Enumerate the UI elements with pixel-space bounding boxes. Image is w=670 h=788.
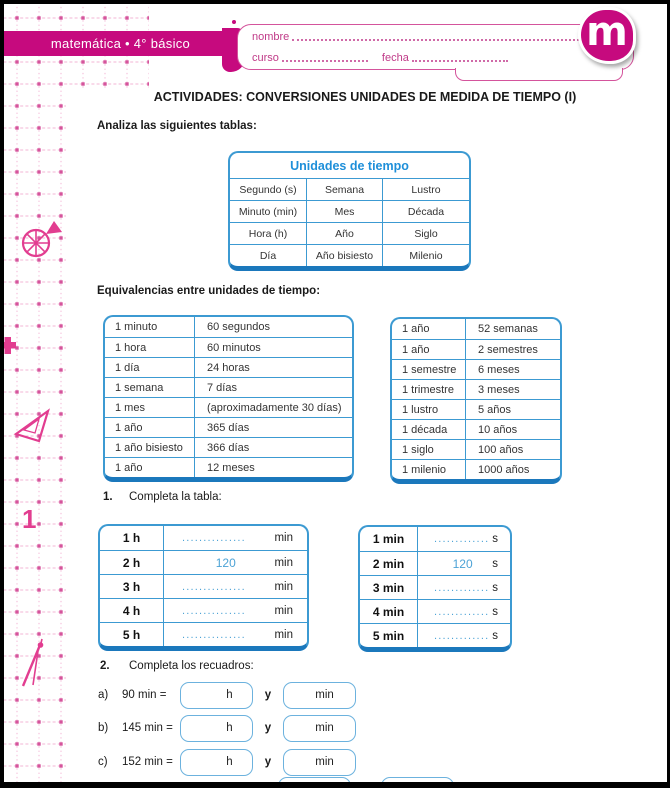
unit-label: min: [274, 628, 293, 641]
value-cell: 12 meses: [207, 461, 255, 474]
units-cell: Milenio: [382, 244, 469, 266]
answer-box-hours: [180, 749, 253, 776]
value-cell: 52 semanas: [478, 323, 538, 335]
units-table-title: Unidades de tiempo: [290, 158, 409, 173]
course-date-row: [252, 52, 623, 64]
table-row: [360, 527, 510, 551]
item-letter: a): [98, 689, 109, 701]
value-cell: 60 minutos: [207, 341, 261, 354]
equivalence-row: [392, 339, 560, 359]
answer-box-minutes: [283, 715, 356, 742]
answer-dots: .............: [434, 605, 490, 618]
row-label: 3 h: [100, 575, 164, 598]
value-cell: 60 segundos: [207, 321, 270, 333]
date-label: fecha: [381, 52, 409, 64]
equivalence-row: [392, 419, 560, 439]
exercise1-instruction: Completa la tabla:: [129, 491, 222, 503]
unit-label: min: [315, 756, 334, 768]
row-label: 5 min: [360, 624, 418, 647]
value-cell: 100 años: [478, 443, 524, 456]
value-cell: 366 días: [207, 441, 250, 454]
exercise1-number: 1.: [103, 491, 113, 503]
answer-box-minutes: [283, 682, 356, 709]
answer-dots: ...............: [182, 580, 246, 593]
row-label: 3 min: [360, 576, 418, 599]
page-title: ACTIVIDADES: CONVERSIONES UNIDADES DE MEDIDA DE TIEMPO (I): [153, 90, 577, 104]
value-cell: 10 años: [478, 423, 518, 436]
unit-label: s: [492, 557, 498, 570]
table-row: [360, 599, 510, 623]
answer-area: [418, 527, 510, 551]
equivalence-row: [105, 337, 352, 357]
connector-word: y: [264, 722, 272, 734]
answer-area: [418, 600, 510, 623]
value-cell: 365 días: [207, 421, 250, 434]
equivalence-row: [392, 319, 560, 339]
connector-word: y: [264, 689, 272, 701]
item-expression: 145 min =: [122, 722, 173, 734]
units-cell: Año bisiesto: [306, 244, 382, 266]
units-of-time-table: [228, 151, 471, 271]
form-box-tab: [455, 68, 623, 81]
item-expression: 152 min =: [122, 756, 173, 768]
row-label: 4 h: [100, 599, 164, 622]
unit-cell: 1 día: [105, 358, 195, 377]
equivalence-row: [392, 459, 560, 479]
unit-cell: 1 hora: [105, 338, 195, 357]
brand-logo: [578, 7, 636, 64]
unit-cell: 1 siglo: [392, 440, 466, 459]
equivalence-row: [392, 359, 560, 379]
unit-cell: 1 año: [392, 340, 466, 359]
table-row: [100, 574, 307, 598]
conversion-row-c: [98, 748, 356, 776]
value-cell: 3 meses: [478, 383, 520, 396]
answer-area: [164, 599, 307, 622]
answer-area: [164, 623, 307, 646]
conversion-row-a: [98, 681, 356, 709]
form-start-dot: [232, 20, 236, 24]
row-label: 1 min: [360, 527, 418, 551]
answer-box-hours: [180, 715, 253, 742]
unit-label: h: [226, 722, 233, 734]
row-label: 2 min: [360, 552, 418, 575]
answer-value: 120: [215, 555, 236, 570]
unit-cell: 1 lustro: [392, 400, 466, 419]
exercise2-number: 2.: [100, 660, 110, 672]
equivalence-row: [105, 317, 352, 337]
margin-number-1: 1: [22, 504, 37, 534]
answer-dots: ...............: [182, 532, 246, 544]
value-cell: 24 horas: [207, 361, 250, 374]
value-cell: 5 años: [478, 403, 512, 416]
unit-cell: 1 año: [105, 458, 195, 477]
unit-label: s: [492, 533, 498, 545]
unit-label: min: [274, 532, 293, 544]
row-label: 5 h: [100, 623, 164, 646]
course-label: curso: [252, 52, 279, 64]
item-letter: b): [98, 722, 109, 734]
unit-cell: 1 año: [105, 418, 195, 437]
answer-dots: .............: [434, 533, 490, 545]
row-label: 4 min: [360, 600, 418, 623]
row-label: 2 h: [100, 551, 164, 574]
unit-label: h: [226, 756, 233, 768]
equivalences-table-left: [103, 315, 354, 482]
answer-dots: ...............: [182, 628, 246, 641]
units-cell: Siglo: [382, 222, 469, 244]
equivalences-heading: Equivalencias entre unidades de tiempo:: [97, 285, 321, 297]
equivalence-row: [392, 439, 560, 459]
unit-label: s: [492, 581, 498, 594]
answer-dots: .............: [434, 629, 490, 642]
unit-label: min: [274, 556, 293, 569]
answer-area: [418, 576, 510, 599]
answer-dots: ...............: [182, 604, 246, 617]
unit-cell: 1 mes: [105, 398, 195, 417]
margin-grid-narrow: [4, 90, 66, 782]
unit-label: min: [315, 689, 334, 701]
answer-area: [164, 575, 307, 598]
subject-banner-label: matemática • 4° básico: [50, 36, 191, 51]
equivalence-row: [105, 417, 352, 437]
table-row: [100, 598, 307, 622]
equivalences-table-right: [390, 317, 562, 484]
units-cell: Día: [230, 244, 306, 266]
equivalence-row: [105, 377, 352, 397]
student-info-box: [237, 24, 634, 70]
name-write-line: [292, 31, 623, 41]
exercise2-instruction: Completa los recuadros:: [129, 660, 254, 672]
unit-label: h: [226, 689, 233, 701]
item-expression: 90 min =: [122, 689, 167, 701]
equivalence-row: [105, 397, 352, 417]
units-cell: Año: [306, 222, 382, 244]
units-table-grid: [230, 178, 469, 266]
unit-cell: 1 minuto: [105, 317, 195, 337]
date-write-line: [412, 52, 508, 62]
equivalence-row: [105, 437, 352, 457]
equivalence-row: [392, 399, 560, 419]
subject-banner: [4, 31, 237, 56]
item-letter: c): [98, 756, 108, 768]
table-row: [360, 575, 510, 599]
name-row: [252, 31, 623, 43]
brand-logo-letter: m: [586, 8, 628, 55]
equivalence-row: [392, 379, 560, 399]
unit-label: min: [274, 604, 293, 617]
value-cell: 7 días: [207, 381, 237, 394]
hours-to-minutes-table: [98, 524, 309, 651]
value-cell: 2 semestres: [478, 343, 538, 356]
page-border-left: [0, 0, 4, 788]
units-cell: Minuto (min): [230, 200, 306, 222]
units-cell: Década: [382, 200, 469, 222]
unit-label: min: [274, 580, 293, 593]
value-cell: (aproximadamente 30 días): [207, 401, 342, 414]
unit-cell: 1 año bisiesto: [105, 438, 195, 457]
table-row: [360, 623, 510, 647]
unit-cell: 1 trimestre: [392, 380, 466, 399]
minutes-to-seconds-table: [358, 525, 512, 652]
value-cell: 1000 años: [478, 463, 530, 476]
unit-cell: 1 década: [392, 420, 466, 439]
answer-area: [164, 526, 307, 550]
table-row: [360, 551, 510, 575]
answer-value: 120: [452, 556, 473, 571]
value-cell: 6 meses: [478, 363, 520, 376]
unit-cell: 1 año: [392, 319, 466, 339]
conversion-row-b: [98, 714, 356, 742]
row-label: 1 h: [100, 526, 164, 550]
course-write-line: [282, 52, 368, 62]
unit-label: s: [492, 629, 498, 642]
answer-box-minutes: [283, 749, 356, 776]
equivalence-row: [105, 357, 352, 377]
unit-cell: 1 semestre: [392, 360, 466, 379]
units-cell: Lustro: [382, 178, 469, 200]
connector-word: y: [264, 756, 272, 768]
page-border-top: [0, 0, 670, 4]
unit-label: min: [315, 722, 334, 734]
answer-area: [418, 552, 510, 575]
page-border-bottom: [0, 782, 670, 788]
intro-text: Analiza las siguientes tablas:: [97, 120, 257, 132]
units-cell: Segundo (s): [230, 178, 306, 200]
table-row: [100, 622, 307, 646]
answer-area: [418, 624, 510, 647]
unit-cell: 1 milenio: [392, 460, 466, 479]
table-row: [100, 526, 307, 550]
answer-area: [164, 551, 307, 574]
units-cell: Hora (h): [230, 222, 306, 244]
equivalence-row: [105, 457, 352, 477]
answer-box-hours: [180, 682, 253, 709]
answer-dots: .............: [434, 581, 490, 594]
unit-cell: 1 semana: [105, 378, 195, 397]
units-cell: Semana: [306, 178, 382, 200]
name-label: nombre: [252, 31, 290, 43]
table-row: [100, 550, 307, 574]
units-cell: Mes: [306, 200, 382, 222]
unit-label: s: [492, 605, 498, 618]
